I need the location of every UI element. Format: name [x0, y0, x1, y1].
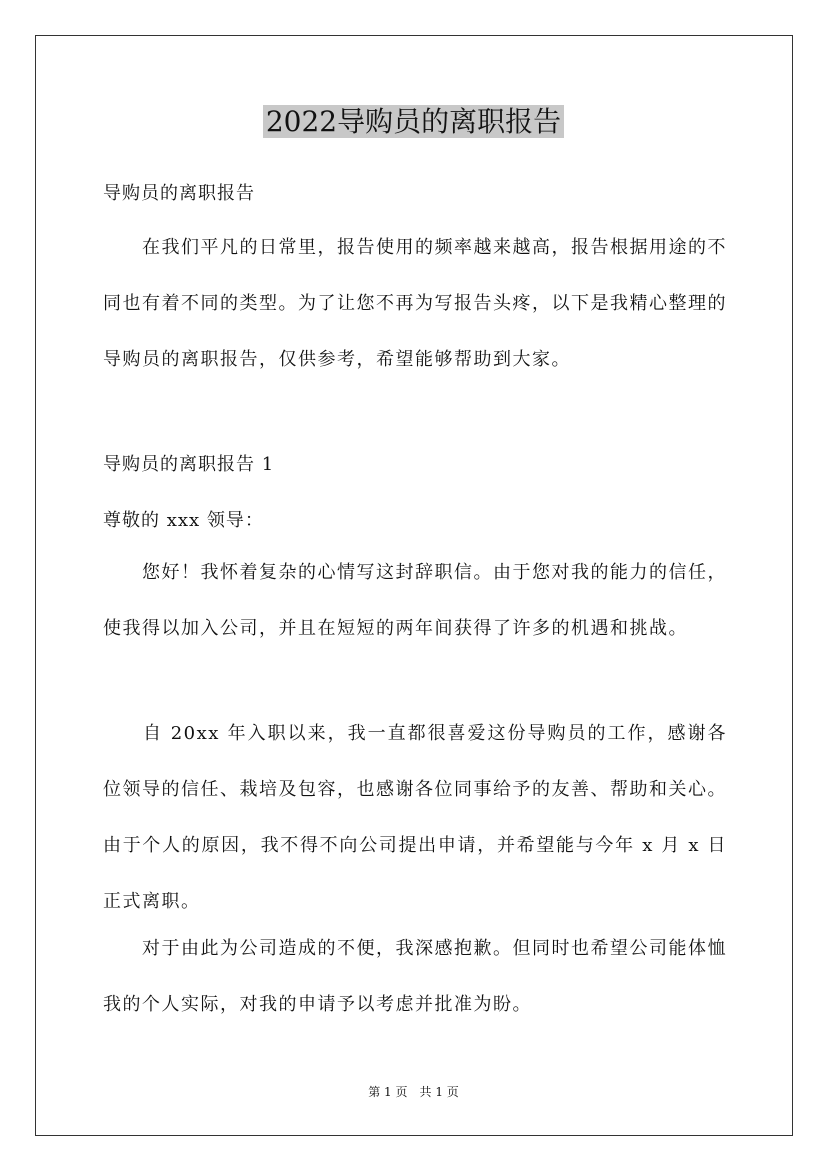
- document-subtitle: 导购员的离职报告: [103, 183, 255, 204]
- body-paragraph-2: 自 20xx 年入职以来，我一直都很喜爱这份导购员的工作，感谢各位领导的信任、栽培及包容，也感谢各位同事给予的友善、帮助和关心。由于个人的原因，我不得不向公司提出申请，并希望能与今年 x 月 x 日正式离职。: [103, 723, 727, 912]
- section-heading: 导购员的离职报告 1: [103, 454, 275, 475]
- document-title-text: 2022导购员的离职报告: [263, 105, 564, 138]
- page-footer: 第 1 页 共 1 页: [368, 1085, 459, 1099]
- document-title: [0, 98, 827, 146]
- body-paragraph-1: 您好！我怀着复杂的心情写这封辞职信。由于您对我的能力的信任，使我得以加入公司，并且在短短的两年间获得了许多的机遇和挑战。: [103, 562, 727, 639]
- salutation: 尊敬的 xxx 领导：: [103, 510, 264, 531]
- body-paragraph-3: 对于由此为公司造成的不便，我深感抱歉。但同时也希望公司能体恤我的个人实际，对我的申请予以考虑并批准为盼。: [103, 938, 727, 1015]
- intro-paragraph: 在我们平凡的日常里，报告使用的频率越来越高，报告根据用途的不同也有着不同的类型。为了让您不再为写报告头疼，以下是我精心整理的导购员的离职报告，仅供参考，希望能够帮助到大家。: [103, 237, 727, 370]
